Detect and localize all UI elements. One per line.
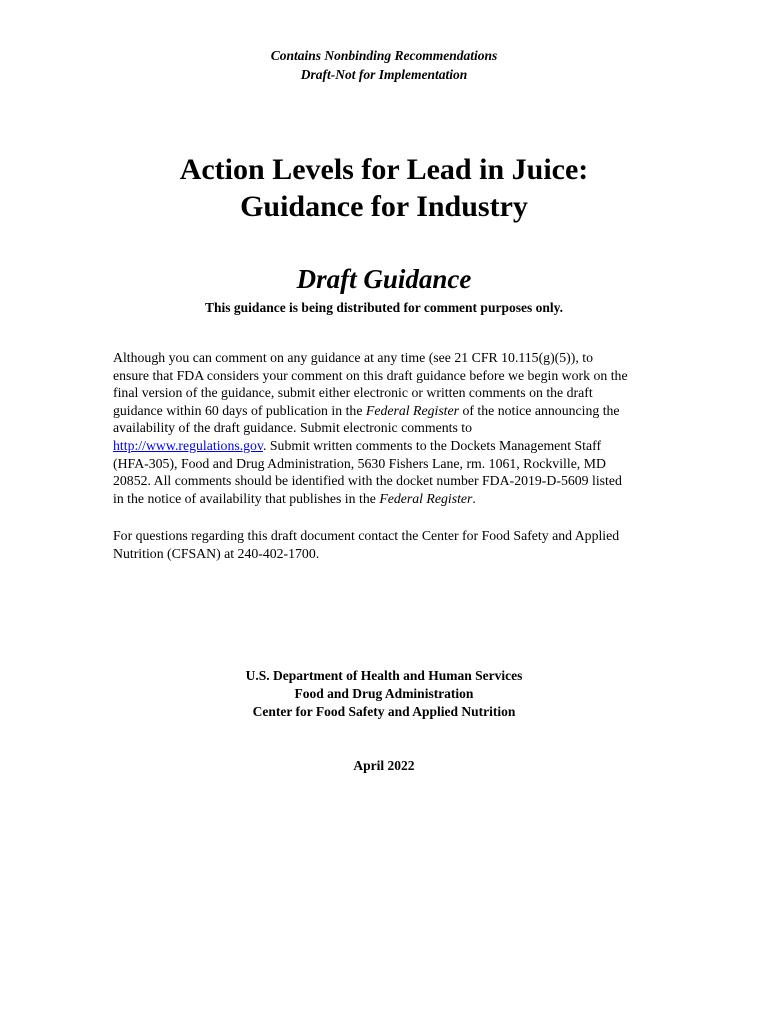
agency-hhs: U.S. Department of Health and Human Services [245, 668, 523, 683]
paragraph-line: (HFA-305), Food and Drug Administration, 5630 Fishers Lane, rm. 1061, Rockville, MD [113, 455, 606, 471]
regulations-gov-link[interactable]: http://www.regulations.gov [113, 437, 263, 453]
comment-paragraph [113, 349, 683, 507]
paragraph-line: ensure that FDA considers your comment on this draft guidance before we begin work on the [113, 367, 628, 383]
text-segment: . Submit written comments to the Dockets Management Staff [262, 437, 602, 453]
paragraph-line: Nutrition (CFSAN) at 240-402-1700. [113, 545, 320, 561]
paragraph-line: availability of the draft guidance. Submit electronic comments to [113, 420, 472, 436]
agency-fda: Food and Drug Administration [294, 686, 474, 701]
text-segment: guidance within 60 days of publication in the [113, 402, 366, 418]
document-header [0, 46, 768, 84]
draft-guidance-subtitle: This guidance is being distributed for comment purposes only. [205, 300, 563, 315]
title-line-1: Action Levels for Lead in Juice: [179, 153, 589, 186]
document-title [0, 151, 768, 225]
federal-register-italic: Federal Register [379, 490, 473, 506]
title-line-2: Guidance for Industry [240, 190, 528, 223]
header-nonbinding: Contains Nonbinding Recommendations [270, 48, 498, 63]
paragraph-line [113, 402, 683, 420]
paragraph-line: final version of the guidance, submit either electronic or written comments on the draft [113, 385, 593, 401]
agency-cfsan: Center for Food Safety and Applied Nutrition [252, 704, 516, 719]
header-draft-notice: Draft-Not for Implementation [300, 67, 468, 82]
paragraph-line: For questions regarding this draft document contact the Center for Food Safety and Applied [113, 528, 620, 543]
draft-guidance-heading: Draft Guidance [296, 264, 472, 294]
paragraph-line: Although you can comment on any guidance at any time (see 21 CFR 10.115(g)(5)), to [113, 350, 593, 365]
questions-paragraph [113, 527, 683, 562]
text-segment: in the notice of availability that publishes in the [113, 490, 380, 506]
text-segment: . [472, 490, 476, 506]
text-segment: of the notice announcing the [459, 402, 620, 418]
publication-date: April 2022 [353, 758, 415, 773]
federal-register-italic: Federal Register [365, 402, 460, 418]
paragraph-line [113, 437, 683, 455]
paragraph-line [113, 490, 683, 508]
paragraph-line: 20852. All comments should be identified with the docket number FDA-2019-D-5609 listed [113, 473, 622, 489]
agency-block [0, 667, 768, 721]
